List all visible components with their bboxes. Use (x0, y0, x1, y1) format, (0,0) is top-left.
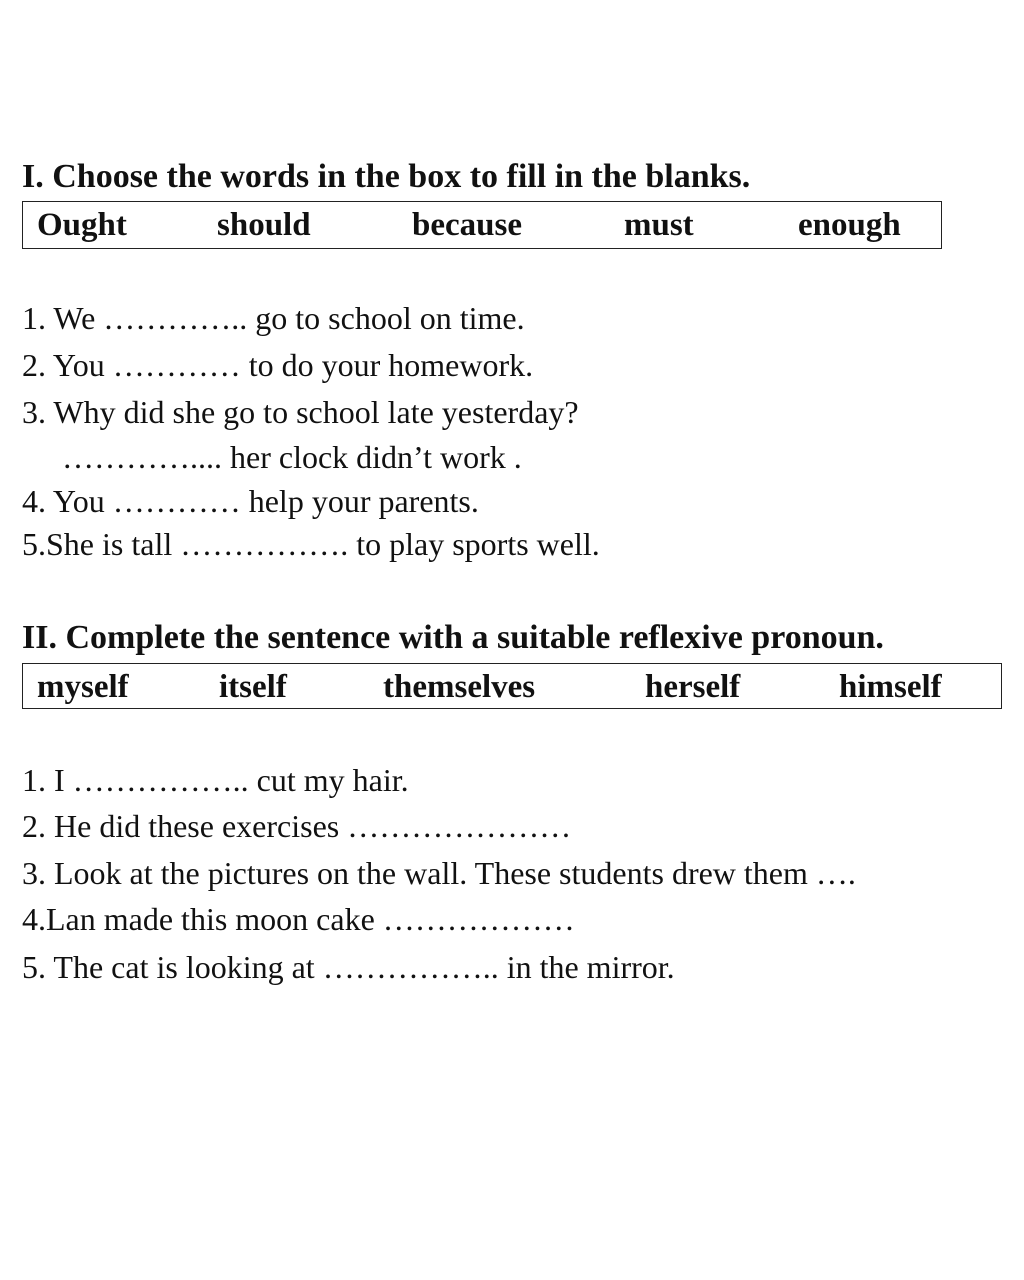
word-box-item: myself (37, 669, 129, 705)
exercise-1-item-2: 2. You ………… to do your homework. (22, 347, 534, 383)
word-box-item: because (412, 207, 522, 243)
exercise-2-item-1: 1. I …………….. cut my hair. (22, 762, 409, 798)
exercise-1-item-4: 4. You ………… help your parents. (22, 483, 479, 519)
word-box-item: Ought (37, 207, 127, 243)
exercise-1-item-3-answer: ………….... her clock didn’t work . (62, 439, 522, 475)
exercise-2-item-5: 5. The cat is looking at …………….. in the mirror. (22, 949, 675, 985)
word-box-item: should (217, 207, 311, 243)
section-1-heading: I. Choose the words in the box to fill in the blanks. (22, 158, 751, 195)
exercise-1-item-1: 1. We ………….. go to school on time. (22, 300, 525, 336)
word-box-item: themselves (383, 669, 536, 705)
word-box-item: enough (798, 207, 901, 243)
exercise-2-item-2: 2. He did these exercises ………………… (22, 808, 572, 844)
word-box-item: himself (839, 669, 942, 705)
section-2-heading: II. Complete the sentence with a suitable reflexive pronoun. (22, 619, 884, 656)
word-box-item: itself (219, 669, 287, 705)
exercise-2-item-3: 3. Look at the pictures on the wall. These students drew them …. (22, 855, 856, 891)
word-box-item: must (624, 207, 694, 243)
word-box-item: herself (645, 669, 741, 705)
exercise-2-item-4: 4.Lan made this moon cake ……………… (22, 901, 575, 937)
exercise-1-item-3: 3. Why did she go to school late yesterday? (22, 394, 579, 430)
word-box-2 (22, 663, 1002, 709)
word-box-1 (22, 201, 942, 249)
exercise-1-item-5: 5.She is tall ……………. to play sports well. (22, 526, 600, 562)
